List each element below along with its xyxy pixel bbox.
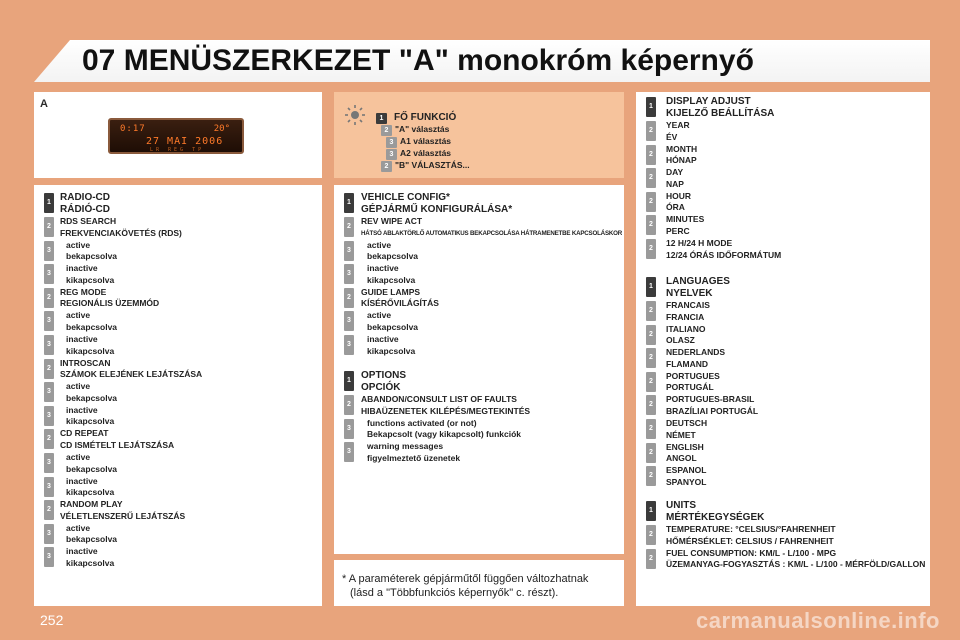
level-badge: 3 bbox=[44, 264, 54, 284]
menu-item-translation: REGIONÁLIS ÜZEMMÓD bbox=[60, 298, 160, 309]
menu-item-translation: ÉV bbox=[666, 131, 678, 142]
menu-item-translation: PORTUGÁL bbox=[666, 382, 714, 393]
sun-icon bbox=[344, 104, 366, 126]
menu-item-label: functions activated (or not) bbox=[367, 417, 477, 428]
menu-item-label: RANDOM PLAY bbox=[60, 499, 123, 510]
level-badge: 2 bbox=[646, 525, 656, 545]
level-badge: 2 bbox=[344, 395, 354, 415]
menu-item-translation: MÉRTÉKEGYSÉGEK bbox=[666, 512, 765, 523]
level-badge: 3 bbox=[44, 524, 54, 544]
menu-item-translation: HÁTSÓ ABLAKTÖRLŐ AUTOMATIKUS BEKAPCSOLÁSA HÁTRAMENETBE KAPCSOLÁSKOR bbox=[361, 229, 623, 237]
page-number: 252 bbox=[40, 612, 64, 628]
level-badge: 2 bbox=[646, 168, 656, 188]
level-badge: 3 bbox=[386, 149, 397, 160]
level-badge: 2 bbox=[646, 395, 656, 415]
menu-item-label: RADIO-CD bbox=[60, 192, 110, 203]
menu-item-label: ESPANOL bbox=[666, 465, 707, 476]
menu-item-translation: ÜZEMANYAG-FOGYASZTÁS : KM/L - L/100 - MÉRFÖLD/GALLON bbox=[666, 559, 926, 570]
main-function-item: A2 választás bbox=[400, 148, 452, 158]
menu-item-label: 12 H/24 H MODE bbox=[666, 238, 733, 248]
level-badge: 2 bbox=[344, 217, 354, 237]
level-badge: 2 bbox=[646, 325, 656, 345]
page-title: 07 MENÜSZERKEZET "A" monokróm képernyő bbox=[82, 44, 754, 77]
footnote-line: (lásd a "Többfunkciós képernyők" c. részt). bbox=[350, 587, 559, 599]
menu-item-translation: HÓNAP bbox=[666, 155, 697, 166]
level-badge: 3 bbox=[344, 442, 354, 462]
level-badge: 3 bbox=[44, 406, 54, 426]
display-time: 0:17 bbox=[120, 124, 146, 134]
menu-item-translation: bekapcsolva bbox=[66, 321, 118, 332]
menu-item-label: TEMPERATURE: °CELSIUS/°FAHRENHEIT bbox=[666, 524, 836, 534]
panel-main-function bbox=[334, 92, 624, 178]
level-badge: 1 bbox=[646, 97, 656, 117]
level-badge: 3 bbox=[344, 311, 354, 331]
menu-item-translation: SZÁMOK ELEJÉNEK LEJÁTSZÁSA bbox=[60, 369, 203, 380]
menu-item-label: FRANCAIS bbox=[666, 300, 710, 310]
menu-item-label: HOUR bbox=[666, 190, 692, 201]
menu-item-translation: BRAZÍLIAI PORTUGÁL bbox=[666, 405, 759, 416]
menu-item-translation: OPCIÓK bbox=[361, 382, 401, 393]
menu-item-label: inactive bbox=[367, 263, 399, 274]
level-badge: 2 bbox=[646, 215, 656, 235]
menu-item-label: active bbox=[66, 381, 91, 392]
menu-item-translation: kikapcsolva bbox=[367, 345, 416, 356]
menu-item-translation: FRANCIA bbox=[666, 311, 705, 322]
level-badge: 2 bbox=[646, 419, 656, 439]
level-badge: 2 bbox=[381, 161, 392, 172]
level-badge: 2 bbox=[646, 443, 656, 463]
menu-item-translation: kikapcsolva bbox=[66, 416, 115, 427]
level-badge: 2 bbox=[646, 301, 656, 321]
menu-item-label: active bbox=[367, 310, 392, 321]
menu-item-translation: KIJELZŐ BEÁLLÍTÁSA bbox=[666, 108, 775, 119]
level-badge: 3 bbox=[386, 137, 397, 148]
level-badge: 2 bbox=[646, 145, 656, 165]
menu-item-translation: Bekapcsolt (vagy kikapcsolt) funkciók bbox=[367, 429, 521, 440]
menu-item-label: active bbox=[66, 522, 91, 533]
level-badge: 3 bbox=[344, 335, 354, 355]
main-function-item: "A" választás bbox=[395, 124, 450, 134]
menu-item-label: REG MODE bbox=[60, 286, 107, 297]
footnote bbox=[342, 572, 588, 600]
watermark: carmanualsonline.info bbox=[696, 608, 940, 633]
level-badge: 3 bbox=[344, 241, 354, 261]
menu-item-label: inactive bbox=[367, 334, 399, 344]
menu-item-translation: PERC bbox=[666, 225, 690, 236]
menu-item-translation: NYELVEK bbox=[666, 288, 713, 299]
menu-item-label: warning messages bbox=[367, 441, 444, 452]
menu-item-translation: NAP bbox=[666, 178, 684, 189]
display-label: A bbox=[40, 98, 48, 110]
monochrome-display bbox=[108, 118, 244, 154]
menu-item-translation: figyelmeztető üzenetek bbox=[367, 452, 461, 463]
level-badge: 2 bbox=[646, 121, 656, 141]
level-badge: 3 bbox=[44, 453, 54, 473]
menu-item-translation: KÍSÉRŐVILÁGÍTÁS bbox=[361, 298, 439, 309]
menu-item-translation: FLAMAND bbox=[666, 358, 709, 369]
menu-item-label: YEAR bbox=[666, 120, 690, 130]
menu-item-translation: GÉPJÁRMŰ KONFIGURÁLÁSA* bbox=[361, 204, 513, 215]
menu-item-label: inactive bbox=[66, 334, 98, 344]
level-badge: 2 bbox=[646, 348, 656, 368]
menu-item-label: UNITS bbox=[666, 500, 696, 511]
menu-item-label: DAY bbox=[666, 167, 684, 178]
level-badge: 1 bbox=[44, 193, 54, 213]
level-badge: 1 bbox=[344, 193, 354, 213]
menu-item-label: FUEL CONSUMPTION: KM/L - L/100 - MPG bbox=[666, 547, 837, 558]
level-badge: 1 bbox=[376, 113, 387, 124]
level-badge: 3 bbox=[344, 264, 354, 284]
menu-item-label: DEUTSCH bbox=[666, 418, 708, 428]
level-badge: 3 bbox=[44, 335, 54, 355]
menu-item-translation: HIBAÜZENETEK KILÉPÉS/MEGTEKINTÉS bbox=[361, 405, 531, 416]
level-badge: 1 bbox=[646, 277, 656, 297]
menu-item-translation: kikapcsolva bbox=[66, 557, 115, 568]
menu-item-translation: FREKVENCIAKÖVETÉS (RDS) bbox=[60, 227, 182, 238]
menu-item-label: ABANDON/CONSULT LIST OF FAULTS bbox=[361, 394, 517, 404]
menu-item-label: ENGLISH bbox=[666, 441, 704, 452]
level-badge: 2 bbox=[646, 192, 656, 212]
menu-item-label: MONTH bbox=[666, 143, 698, 154]
menu-item-label: OPTIONS bbox=[361, 370, 407, 381]
menu-item-label: active bbox=[66, 239, 91, 250]
display-date: 27 MAI 2006 bbox=[146, 136, 224, 147]
display-temperature: 20° bbox=[213, 124, 230, 134]
menu-item-translation: RÁDIÓ-CD bbox=[60, 204, 110, 215]
menu-item-label: PORTUGUES bbox=[666, 370, 720, 381]
menu-item-translation: bekapcsolva bbox=[66, 251, 118, 262]
menu-item-translation: VÉLETLENSZERŰ LEJÁTSZÁS bbox=[60, 510, 186, 521]
level-badge: 3 bbox=[44, 241, 54, 261]
level-badge: 3 bbox=[44, 547, 54, 567]
menu-item-translation: OLASZ bbox=[666, 335, 695, 346]
menu-item-translation: bekapcsolva bbox=[66, 392, 118, 403]
menu-item-label: NEDERLANDS bbox=[666, 347, 726, 358]
main-function-item: A1 választás bbox=[400, 136, 452, 146]
level-badge: 2 bbox=[344, 288, 354, 308]
level-badge: 2 bbox=[646, 466, 656, 486]
menu-item-translation: kikapcsolva bbox=[367, 274, 416, 285]
menu-item-translation: NÉMET bbox=[666, 429, 696, 440]
menu-item-translation: ÓRA bbox=[666, 202, 685, 213]
menu-item-label: inactive bbox=[66, 546, 98, 557]
menu-item-label: ITALIANO bbox=[666, 323, 706, 334]
menu-item-label: PORTUGUES-BRASIL bbox=[666, 394, 755, 405]
level-badge: 2 bbox=[44, 288, 54, 308]
level-badge: 2 bbox=[44, 500, 54, 520]
level-badge: 3 bbox=[44, 382, 54, 402]
level-badge: 2 bbox=[646, 549, 656, 569]
menu-item-translation: kikapcsolva bbox=[66, 345, 115, 356]
menu-item-label: inactive bbox=[66, 263, 98, 274]
menu-item-label: DISPLAY ADJUST bbox=[666, 96, 751, 107]
menu-item-label: MINUTES bbox=[666, 214, 705, 225]
menu-item-label: inactive bbox=[66, 475, 98, 486]
level-badge: 3 bbox=[44, 477, 54, 497]
level-badge: 1 bbox=[646, 501, 656, 521]
menu-item-label: active bbox=[66, 452, 91, 462]
menu-item-translation: bekapcsolva bbox=[66, 534, 118, 545]
main-function-heading: FŐ FUNKCIÓ bbox=[394, 112, 457, 123]
menu-item-label: REV WIPE ACT bbox=[361, 216, 423, 226]
level-badge: 2 bbox=[646, 372, 656, 392]
level-badge: 3 bbox=[344, 419, 354, 439]
menu-item-label: LANGUAGES bbox=[666, 276, 730, 287]
menu-item-translation: CD ISMÉTELT LEJÁTSZÁSA bbox=[60, 439, 175, 450]
level-badge: 1 bbox=[344, 371, 354, 391]
level-badge: 2 bbox=[44, 359, 54, 379]
menu-item-translation: SPANYOL bbox=[666, 476, 707, 487]
menu-item-label: active bbox=[66, 310, 91, 321]
menu-item-translation: bekapcsolva bbox=[367, 251, 419, 262]
menu-item-translation: 12/24 ÓRÁS IDŐFORMÁTUM bbox=[666, 249, 782, 260]
level-badge: 3 bbox=[44, 311, 54, 331]
level-badge: 2 bbox=[44, 217, 54, 237]
level-badge: 2 bbox=[381, 125, 392, 136]
menu-item-translation: ANGOL bbox=[666, 453, 697, 464]
footnote-line: * A paraméterek gépjárműtől függően változhatnak bbox=[342, 573, 589, 585]
menu-item-label: active bbox=[367, 239, 392, 250]
level-badge: 2 bbox=[44, 429, 54, 449]
menu-item-translation: kikapcsolva bbox=[66, 487, 115, 498]
level-badge: 2 bbox=[646, 239, 656, 259]
menu-item-translation: bekapcsolva bbox=[367, 321, 419, 332]
menu-item-label: GUIDE LAMPS bbox=[361, 286, 421, 297]
menu-item-label: inactive bbox=[66, 404, 98, 415]
main-function-item: "B" VÁLASZTÁS... bbox=[395, 160, 470, 170]
menu-item-label: RDS SEARCH bbox=[60, 216, 117, 226]
menu-item-translation: HŐMÉRSÉKLET: CELSIUS / FAHRENHEIT bbox=[666, 535, 834, 546]
menu-item-translation: kikapcsolva bbox=[66, 274, 115, 285]
display-indicators: LR REG TP bbox=[150, 147, 205, 153]
menu-item-label: VEHICLE CONFIG* bbox=[361, 192, 450, 203]
menu-item-label: CD REPEAT bbox=[60, 428, 109, 439]
menu-item-label: INTROSCAN bbox=[60, 357, 111, 368]
menu-item-translation: bekapcsolva bbox=[66, 463, 118, 474]
